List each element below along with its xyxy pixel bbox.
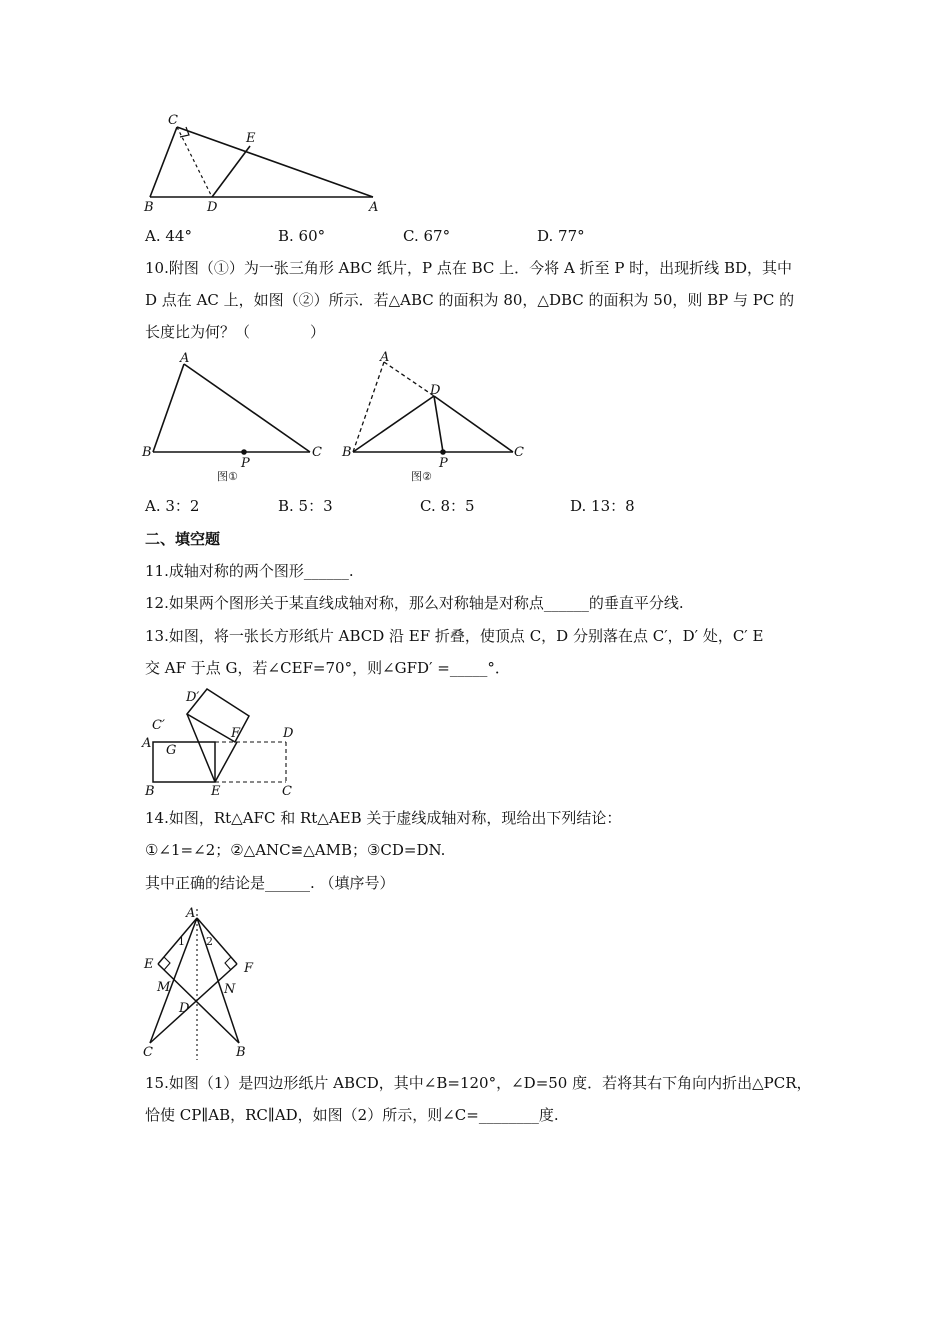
q13-label-d: D — [283, 726, 294, 741]
q14-label-angle-1: 1 — [178, 935, 185, 948]
q9-option-a: A. 44° — [145, 227, 192, 245]
q14-label-b: B — [236, 1045, 246, 1060]
q10-fig2-point-p — [440, 449, 446, 455]
q10-fig2-label-p: P — [439, 456, 448, 471]
q14-text-line1: 14.如图，Rt△AFC 和 Rt△AEB 关于虚线成轴对称，现给出下列结论： — [145, 809, 622, 827]
q13-label-cprime: C′ — [152, 718, 165, 733]
q9-option-c: C. 67° — [403, 227, 451, 245]
q10-fig2-caption: 图② — [411, 470, 432, 483]
q10-option-a: A. 3：2 — [145, 497, 200, 515]
q10-option-d: D. 13：8 — [570, 497, 635, 515]
q14-label-d: D — [179, 1001, 190, 1016]
q9-figure — [140, 110, 390, 220]
q9-side-bc — [150, 127, 177, 197]
q14-figure — [140, 905, 260, 1065]
q15-text-line1: 15.如图（1）是四边形纸片 ABCD，其中∠B=120°，∠D=50 度．若将其右下角向内折出△PCR， — [145, 1074, 812, 1092]
q14-label-m: M — [157, 980, 171, 995]
q9-option-d: D. 77° — [537, 227, 585, 245]
q10-fig1-label-p: P — [241, 456, 250, 471]
q14-label-angle-2: 2 — [206, 935, 213, 948]
q14-label-c: C — [143, 1045, 153, 1060]
q14-label-f: F — [244, 961, 254, 976]
q15-text-line2: 恰使 CP∥AB，RC∥AD，如图（2）所示，则∠C=________度. — [145, 1106, 559, 1124]
q13-label-a: A — [142, 736, 152, 751]
q14-label-n: N — [224, 982, 236, 997]
q9-label-a: A — [369, 200, 379, 215]
q14-text-line2: ①∠1=∠2；②△ANC≌△AMB；③CD=DN. — [145, 841, 446, 859]
q10-fig1-point-p — [241, 449, 247, 455]
q13-label-g: G — [166, 743, 177, 758]
q9-option-b: B. 60° — [278, 227, 326, 245]
q13-text-line1: 13.如图，将一张长方形纸片 ABCD 沿 EF 折叠，使顶点 C，D 分别落在点 C′，D′ 处，C′ E — [145, 627, 764, 645]
q14-label-a: A — [186, 906, 196, 921]
q10-fig2-label-a: A — [380, 350, 390, 365]
q10-option-c: C. 8：5 — [420, 497, 475, 515]
q10-text-line3: 长度比为何？（ ） — [145, 323, 326, 341]
q13-label-dprime: D′ — [186, 690, 200, 705]
q10-fig2-label-c: C — [514, 445, 524, 460]
q11-text: 11.成轴对称的两个图形______. — [145, 562, 354, 580]
q10-fig2-label-d: D — [430, 383, 441, 398]
q10-fig1-label-b: B — [142, 445, 152, 460]
q14-text-line3: 其中正确的结论是______. （填序号） — [145, 874, 395, 892]
q9-label-d: D — [207, 200, 218, 215]
q12-text: 12.如果两个图形关于某直线成轴对称，那么对称轴是对称点______的垂直平分线. — [145, 594, 684, 612]
q9-label-e: E — [246, 131, 256, 146]
q10-figure-1 — [140, 352, 330, 487]
q10-fig1-label-a: A — [180, 351, 190, 366]
q10-option-b: B. 5：3 — [278, 497, 333, 515]
q13-label-e: E — [211, 784, 221, 799]
section-title-fill-in: 二、填空题 — [145, 530, 221, 548]
q9-segment-de — [212, 146, 250, 197]
q13-label-b: B — [145, 784, 155, 799]
q10-fig1-caption: 图① — [217, 470, 238, 483]
q13-label-f: F — [231, 726, 241, 741]
q10-fig1-label-c: C — [312, 445, 322, 460]
q10-fig2-label-b: B — [342, 445, 352, 460]
q9-label-c: C — [168, 113, 178, 128]
q13-figure — [140, 685, 300, 800]
q13-text-line2: 交 AF 于点 G，若∠CEF=70°，则∠GFD′ =_____°． — [145, 659, 510, 677]
q10-figure-2 — [340, 350, 530, 487]
q10-text-line1: 10.附图（①）为一张三角形 ABC 纸片，P 点在 BC 上．今将 A 折至 P 时，出现折线 BD，其中 — [145, 259, 792, 277]
q14-label-e: E — [144, 957, 154, 972]
q9-label-b: B — [144, 200, 154, 215]
q13-label-c: C — [282, 784, 292, 799]
q10-text-line2: D 点在 AC 上，如图（②）所示．若△ABC 的面积为 80，△DBC 的面积为 50，则 BP 与 PC 的 — [145, 291, 795, 309]
